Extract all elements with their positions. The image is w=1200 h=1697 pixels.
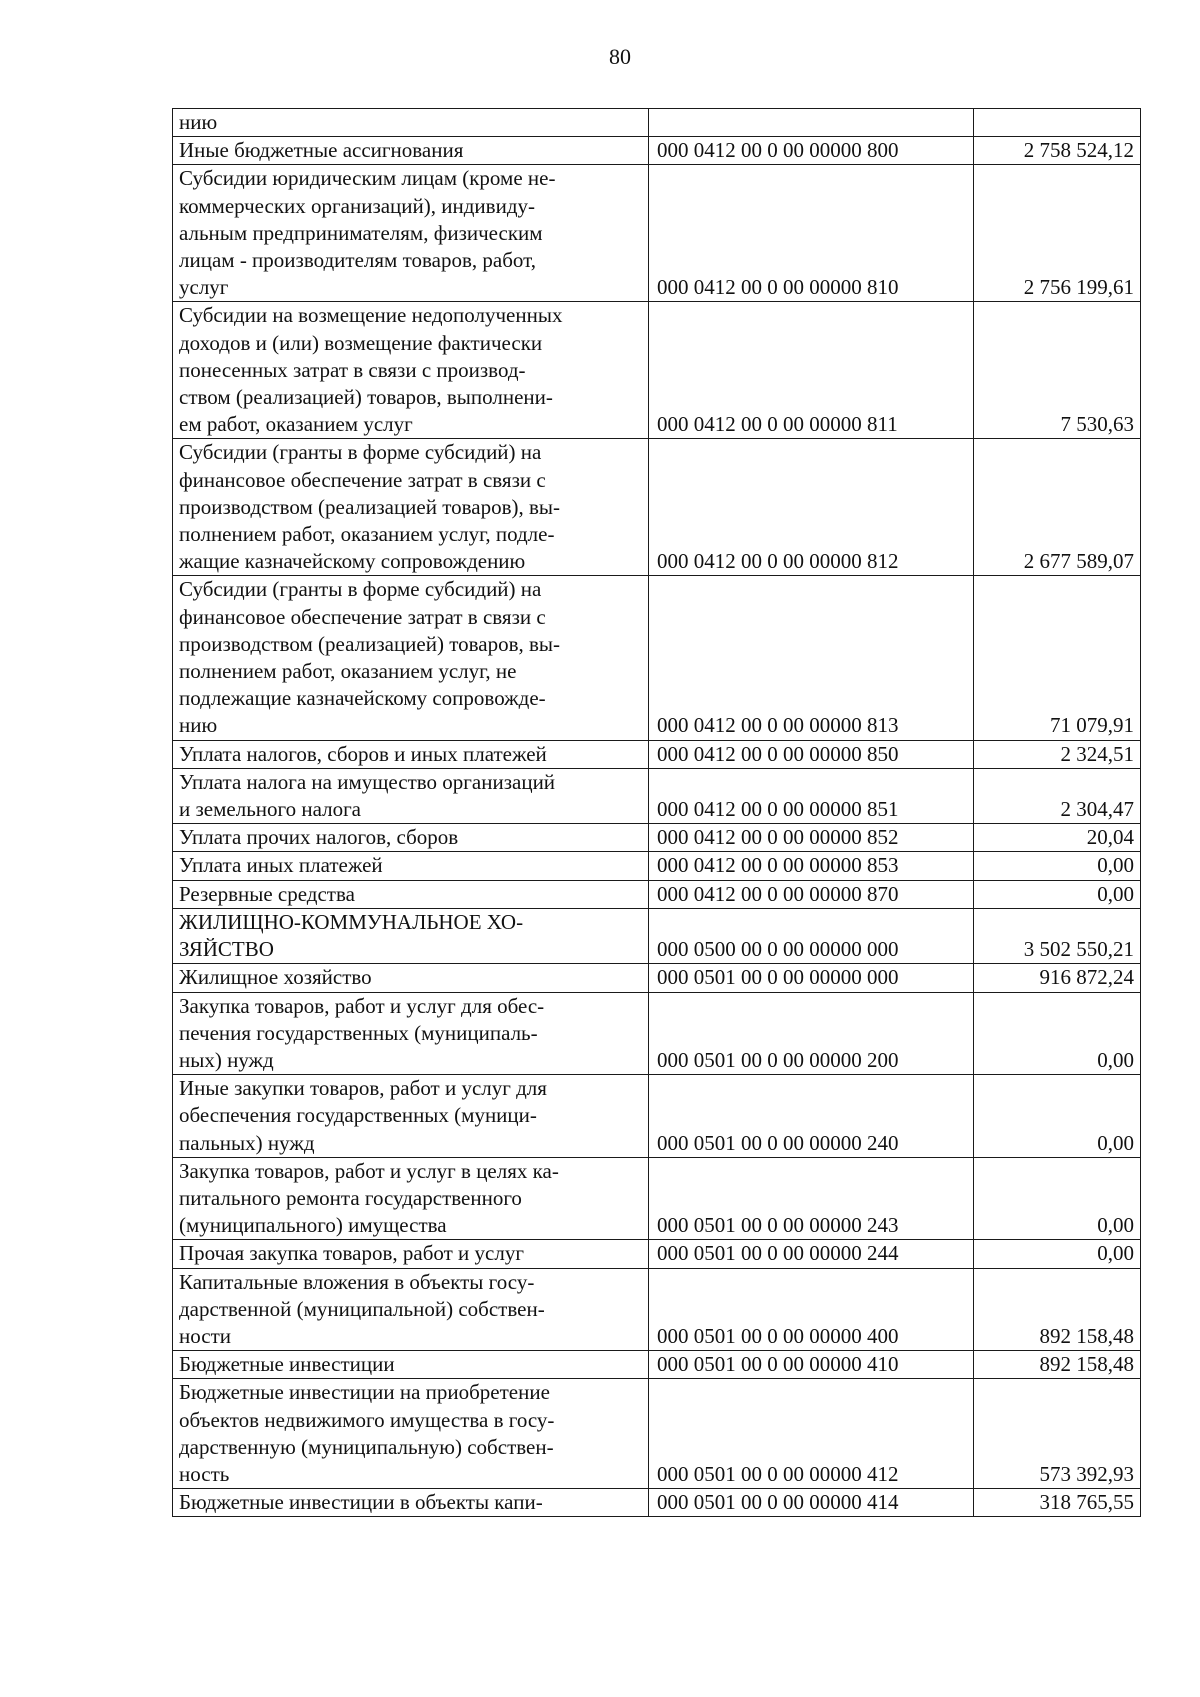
row-amount-cell: 2 677 589,07: [974, 439, 1141, 576]
row-code-cell: 000 0500 00 0 00 00000 000: [649, 908, 974, 963]
row-name-cell: Закупка товаров, работ и услуг для обес- печения государственных (муниципаль- ных) нужд: [173, 992, 649, 1075]
table-row: [173, 1379, 1141, 1489]
row-amount-cell: 0,00: [974, 1240, 1141, 1268]
row-amount-cell: 892 158,48: [974, 1268, 1141, 1351]
row-amount-cell: 3 502 550,21: [974, 908, 1141, 963]
row-name-cell: Уплата налогов, сборов и иных платежей: [173, 740, 649, 768]
table-row: [173, 165, 1141, 302]
table-row: [173, 439, 1141, 576]
row-name-cell: ЖИЛИЩНО-КОММУНАЛЬНОЕ ХО- ЗЯЙСТВО: [173, 908, 649, 963]
table-row: [173, 768, 1141, 823]
row-name-cell: Субсидии юридическим лицам (кроме не- коммерческих организаций), индивиду- альным предпринимателям, физическим лицам - производителям товаров, работ, услуг: [173, 165, 649, 302]
row-name-cell: Жилищное хозяйство: [173, 964, 649, 992]
row-amount-cell: [974, 109, 1141, 137]
row-code-cell: 000 0412 00 0 00 00000 870: [649, 880, 974, 908]
row-name-cell: Бюджетные инвестиции: [173, 1351, 649, 1379]
table-row: [173, 880, 1141, 908]
table-row: [173, 852, 1141, 880]
table-row: [173, 1489, 1141, 1517]
row-name-cell: Закупка товаров, работ и услуг в целях ка- питального ремонта государственного (муниципального) имущества: [173, 1157, 649, 1240]
row-name-cell: Субсидии (гранты в форме субсидий) на финансовое обеспечение затрат в связи с производством (реализацией товаров), вы- полнением работ, оказанием услуг, подле- жащие казначейскому сопровождению: [173, 439, 649, 576]
row-name-cell: Уплата прочих налогов, сборов: [173, 824, 649, 852]
budget-table-body: [173, 109, 1141, 1517]
table-row: [173, 137, 1141, 165]
row-amount-cell: 0,00: [974, 852, 1141, 880]
row-amount-cell: 0,00: [974, 1157, 1141, 1240]
table-row: [173, 908, 1141, 963]
table-row: [173, 302, 1141, 439]
row-code-cell: 000 0501 00 0 00 00000 200: [649, 992, 974, 1075]
row-amount-cell: 573 392,93: [974, 1379, 1141, 1489]
row-amount-cell: 71 079,91: [974, 576, 1141, 740]
row-code-cell: 000 0412 00 0 00 00000 850: [649, 740, 974, 768]
row-code-cell: 000 0412 00 0 00 00000 812: [649, 439, 974, 576]
row-amount-cell: 7 530,63: [974, 302, 1141, 439]
row-code-cell: 000 0412 00 0 00 00000 852: [649, 824, 974, 852]
row-code-cell: 000 0501 00 0 00 00000 244: [649, 1240, 974, 1268]
row-name-cell: Иные бюджетные ассигнования: [173, 137, 649, 165]
row-code-cell: 000 0412 00 0 00 00000 813: [649, 576, 974, 740]
row-amount-cell: 2 304,47: [974, 768, 1141, 823]
row-amount-cell: 0,00: [974, 880, 1141, 908]
row-name-cell: Капитальные вложения в объекты госу- дарственной (муниципальной) собствен- ности: [173, 1268, 649, 1351]
row-name-cell: Бюджетные инвестиции в объекты капи-: [173, 1489, 649, 1517]
row-name-cell: Прочая закупка товаров, работ и услуг: [173, 1240, 649, 1268]
row-amount-cell: 892 158,48: [974, 1351, 1141, 1379]
table-row: [173, 824, 1141, 852]
row-amount-cell: 916 872,24: [974, 964, 1141, 992]
row-amount-cell: 20,04: [974, 824, 1141, 852]
row-code-cell: 000 0501 00 0 00 00000 400: [649, 1268, 974, 1351]
row-amount-cell: 318 765,55: [974, 1489, 1141, 1517]
row-amount-cell: 2 758 524,12: [974, 137, 1141, 165]
row-code-cell: 000 0412 00 0 00 00000 811: [649, 302, 974, 439]
row-code-cell: 000 0412 00 0 00 00000 851: [649, 768, 974, 823]
row-code-cell: [649, 109, 974, 137]
table-row: [173, 1268, 1141, 1351]
table-row: [173, 740, 1141, 768]
row-amount-cell: 2 324,51: [974, 740, 1141, 768]
row-amount-cell: 0,00: [974, 1075, 1141, 1158]
row-code-cell: 000 0501 00 0 00 00000 414: [649, 1489, 974, 1517]
row-amount-cell: 2 756 199,61: [974, 165, 1141, 302]
table-row: [173, 576, 1141, 740]
row-code-cell: 000 0501 00 0 00 00000 240: [649, 1075, 974, 1158]
table-row: [173, 1157, 1141, 1240]
budget-table: [172, 108, 1141, 1517]
table-row: [173, 1075, 1141, 1158]
row-code-cell: 000 0412 00 0 00 00000 810: [649, 165, 974, 302]
row-amount-cell: 0,00: [974, 992, 1141, 1075]
table-row: [173, 109, 1141, 137]
row-name-cell: Уплата иных платежей: [173, 852, 649, 880]
row-name-cell: Резервные средства: [173, 880, 649, 908]
table-row: [173, 1351, 1141, 1379]
row-code-cell: 000 0501 00 0 00 00000 410: [649, 1351, 974, 1379]
row-code-cell: 000 0501 00 0 00 00000 412: [649, 1379, 974, 1489]
table-row: [173, 992, 1141, 1075]
row-name-cell: Уплата налога на имущество организаций и земельного налога: [173, 768, 649, 823]
table-row: [173, 964, 1141, 992]
row-code-cell: 000 0501 00 0 00 00000 000: [649, 964, 974, 992]
row-code-cell: 000 0501 00 0 00 00000 243: [649, 1157, 974, 1240]
table-row: [173, 1240, 1141, 1268]
row-name-cell: Бюджетные инвестиции на приобретение объектов недвижимого имущества в госу- дарственную (муниципальную) собствен- ность: [173, 1379, 649, 1489]
row-name-cell: Субсидии на возмещение недополученных доходов и (или) возмещение фактически понесенных затрат в связи с производ- ством (реализацией) товаров, выполнени- ем работ, оказанием услуг: [173, 302, 649, 439]
row-name-cell: нию: [173, 109, 649, 137]
row-name-cell: Субсидии (гранты в форме субсидий) на финансовое обеспечение затрат в связи с производством (реализацией) товаров, вы- полнением работ, оказанием услуг, не подлежащие казначейскому сопровожде- нию: [173, 576, 649, 740]
page-number: 80: [609, 44, 631, 69]
row-code-cell: 000 0412 00 0 00 00000 853: [649, 852, 974, 880]
row-name-cell: Иные закупки товаров, работ и услуг для обеспечения государственных (муници- пальных) нужд: [173, 1075, 649, 1158]
row-code-cell: 000 0412 00 0 00 00000 800: [649, 137, 974, 165]
